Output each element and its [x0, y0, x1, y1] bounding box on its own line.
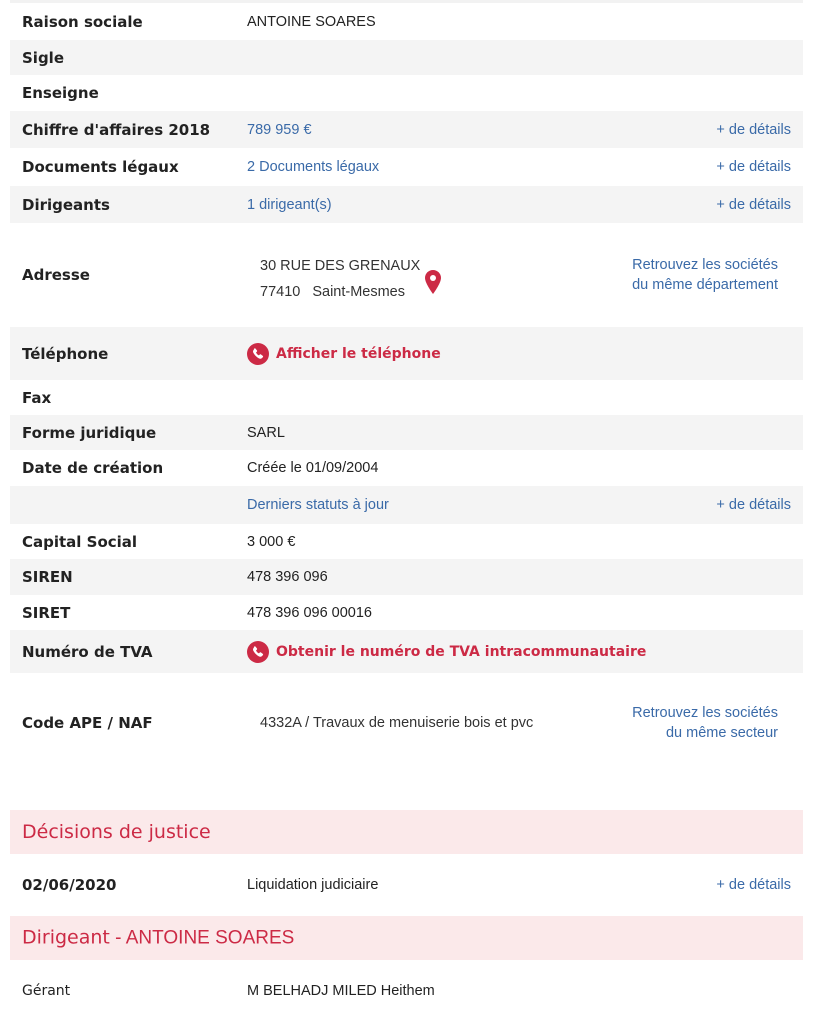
decision-date: 02/06/2020: [22, 876, 117, 894]
ape-code: 4332A: [260, 715, 302, 731]
row-chiffre-affaires: [10, 111, 803, 148]
phone-icon: [247, 641, 269, 663]
value-dirigeants-link[interactable]: 1 dirigeant(s): [247, 196, 332, 213]
same-sector-line2[interactable]: du même secteur: [665, 725, 778, 741]
get-vat-number-label[interactable]: Obtenir le numéro de TVA intracommunautaire: [276, 643, 647, 660]
row-telephone: [10, 327, 803, 380]
get-vat-number-button[interactable]: [247, 641, 646, 663]
row-enseigne: [10, 75, 803, 111]
address-block: [260, 253, 420, 305]
row-sigle: [10, 40, 803, 75]
value-capital-social: 3 000 €: [247, 533, 296, 550]
row-siret: [10, 595, 803, 630]
value-raison-sociale: ANTOINE SOARES: [247, 13, 376, 30]
label-dirigeants: Dirigeants: [22, 195, 110, 214]
section-title-decisions: Décisions de justice: [22, 821, 211, 843]
ape-separator: /: [301, 715, 313, 731]
address-city: Saint-Mesmes: [312, 284, 405, 300]
label-documents-legaux: Documents légaux: [22, 158, 179, 176]
address-city-line: [260, 279, 420, 305]
decision-row: [10, 865, 803, 905]
same-department-line1[interactable]: Retrouvez les sociétés: [632, 257, 778, 273]
value-date-creation: Créée le 01/09/2004: [247, 460, 379, 476]
section-decisions-justice: [10, 810, 803, 854]
label-fax: Fax: [22, 388, 52, 407]
same-sector-link[interactable]: [632, 703, 778, 743]
row-capital-social: [10, 524, 803, 559]
value-siret: 478 396 096 00016: [247, 604, 372, 621]
show-phone-label[interactable]: Afficher le téléphone: [276, 345, 441, 362]
value-forme-juridique: SARL: [247, 424, 285, 441]
label-date-creation: Date de création: [22, 459, 164, 477]
section-title-dirigeant: [22, 927, 294, 950]
address-street: 30 RUE DES GRENAUX: [260, 258, 421, 274]
dirigeant-title: Dirigeant: [22, 926, 110, 949]
label-forme-juridique: Forme juridique: [22, 423, 157, 442]
decision-type: Liquidation judiciaire: [247, 877, 379, 893]
show-phone-button[interactable]: [247, 343, 441, 365]
dirigeant-name: ANTOINE SOARES: [125, 927, 295, 949]
label-numero-tva: Numéro de TVA: [22, 642, 153, 661]
row-raison-sociale: [10, 3, 803, 40]
row-numero-tva: [10, 630, 803, 673]
row-forme-juridique: [10, 415, 803, 450]
ape-description: Travaux de menuiserie bois et pvc: [312, 715, 534, 731]
address-postal-code: 77410: [260, 284, 301, 300]
label-adresse: Adresse: [22, 266, 90, 284]
label-capital-social: Capital Social: [22, 532, 138, 551]
label-telephone: Téléphone: [22, 344, 109, 363]
latest-statuts-link[interactable]: Derniers statuts à jour: [247, 497, 389, 513]
dirigeant-row: [10, 972, 803, 1010]
label-enseigne: Enseigne: [22, 84, 99, 102]
value-chiffre-affaires-link[interactable]: 789 959 €: [247, 121, 312, 138]
label-code-ape: Code APE / NAF: [22, 714, 153, 732]
dirigeant-role: Gérant: [22, 983, 71, 999]
row-date-creation: [10, 450, 803, 486]
label-raison-sociale: Raison sociale: [22, 12, 143, 31]
row-statuts: [10, 486, 803, 524]
details-link-dirigeants[interactable]: + de détails: [716, 196, 791, 213]
label-siren: SIREN: [22, 568, 73, 586]
value-documents-link[interactable]: 2 Documents légaux: [247, 159, 380, 175]
label-siret: SIRET: [22, 603, 71, 622]
row-code-ape: [10, 673, 803, 773]
same-department-link[interactable]: [632, 255, 778, 295]
row-siren: [10, 559, 803, 595]
details-link-statuts[interactable]: + de détails: [716, 497, 791, 513]
row-fax: [10, 380, 803, 415]
row-dirigeants: [10, 186, 803, 223]
ape-value: [260, 715, 533, 731]
label-sigle: Sigle: [22, 48, 64, 67]
phone-icon: [247, 343, 269, 365]
map-pin-icon[interactable]: [425, 270, 441, 294]
details-link-chiffre-affaires[interactable]: + de détails: [716, 121, 791, 138]
section-dirigeant: [10, 916, 803, 960]
dirigeant-person: M BELHADJ MILED Heithem: [247, 983, 435, 999]
row-adresse: [10, 223, 803, 327]
dirigeant-separator: -: [109, 927, 126, 949]
same-department-line2[interactable]: du même département: [632, 277, 778, 293]
details-link-documents[interactable]: + de détails: [716, 159, 791, 175]
label-chiffre-affaires: Chiffre d'affaires 2018: [22, 120, 211, 139]
details-link-decision[interactable]: + de détails: [716, 877, 791, 893]
row-documents-legaux: [10, 148, 803, 186]
same-sector-line1[interactable]: Retrouvez les sociétés: [632, 705, 778, 721]
value-siren: 478 396 096: [247, 569, 328, 585]
